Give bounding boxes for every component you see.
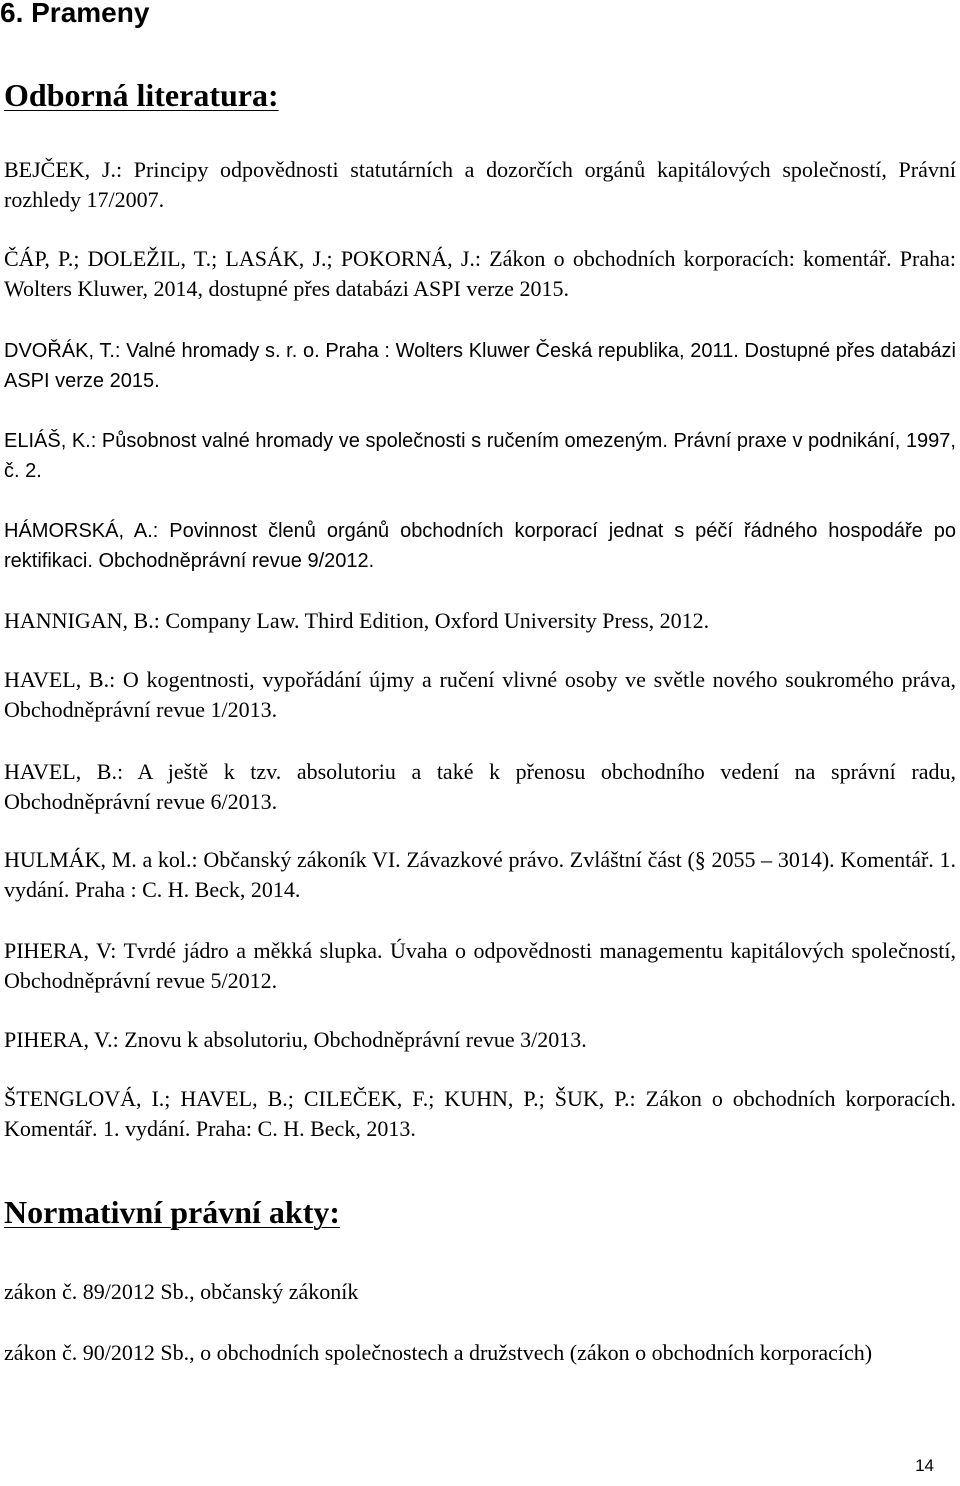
normative-heading: Normativní právní akty: <box>4 1194 340 1230</box>
literature-entry: HÁMORSKÁ, A.: Povinnost členů orgánů obchodních korporací jednat s péčí řádného hospodáře po rektifikaci. Obchodněprávní revue 9/2012. <box>4 520 956 572</box>
literature-entry: ČÁP, P.; DOLEŽIL, T.; LASÁK, J.; POKORNÁ, J.: Zákon o obchodních korporacích: komentář. Praha: Wolters Kluwer, 2014, dostupné přes databázi ASPI verze 2015. <box>4 246 956 301</box>
literature-entry: HANNIGAN, B.: Company Law. Third Edition, Oxford University Press, 2012. <box>4 608 710 633</box>
literature-entry: HAVEL, B.: A ještě k tzv. absolutoriu a také k přenosu obchodního vedení na správní radu, Obchodněprávní revue 6/2013. <box>4 759 956 814</box>
literature-entry: ELIÁŠ, K.: Působnost valné hromady ve společnosti s ručením omezeným. Právní praxe v podnikání, 1997, č. 2. <box>4 430 956 482</box>
literature-entry: DVOŘÁK, T.: Valné hromady s. r. o. Praha : Wolters Kluwer Česká republika, 2011. Dostupné přes databázi ASPI verze 2015. <box>4 340 956 392</box>
literature-entry: PIHERA, V: Tvrdé jádro a měkká slupka. Úvaha o odpovědnosti managementu kapitálových společností, Obchodněprávní revue 5/2012. <box>4 938 956 993</box>
literature-entry: BEJČEK, J.: Principy odpovědnosti statutárních a dozorčích orgánů kapitálových společností, Právní rozhledy 17/2007. <box>4 157 956 212</box>
normative-act-entry: zákon č. 90/2012 Sb., o obchodních společnostech a družstvech (zákon o obchodních korporacích) <box>4 1340 873 1365</box>
literature-entry: HULMÁK, M. a kol.: Občanský zákoník VI. Závazkové právo. Zvláštní část (§ 2055 – 3014). Komentář. 1. vydání. Praha : C. H. Beck, 2014. <box>4 847 956 902</box>
chapter-title: 6. Prameny <box>0 0 150 28</box>
literature-entry: PIHERA, V.: Znovu k absolutoriu, Obchodněprávní revue 3/2013. <box>4 1027 587 1052</box>
page-number: 14 <box>915 1456 934 1475</box>
normative-act-entry: zákon č. 89/2012 Sb., občanský zákoník <box>4 1279 359 1304</box>
literature-entry: HAVEL, B.: O kogentnosti, vypořádání újmy a ručení vlivné osoby ve světle nového soukromého práva, Obchodněprávní revue 1/2013. <box>4 667 956 722</box>
literature-heading: Odborná literatura: <box>4 77 279 113</box>
literature-entry: ŠTENGLOVÁ, I.; HAVEL, B.; CILEČEK, F.; KUHN, P.; ŠUK, P.: Zákon o obchodních korporacích. Komentář. 1. vydání. Praha: C. H. Beck, 2013. <box>4 1086 956 1141</box>
